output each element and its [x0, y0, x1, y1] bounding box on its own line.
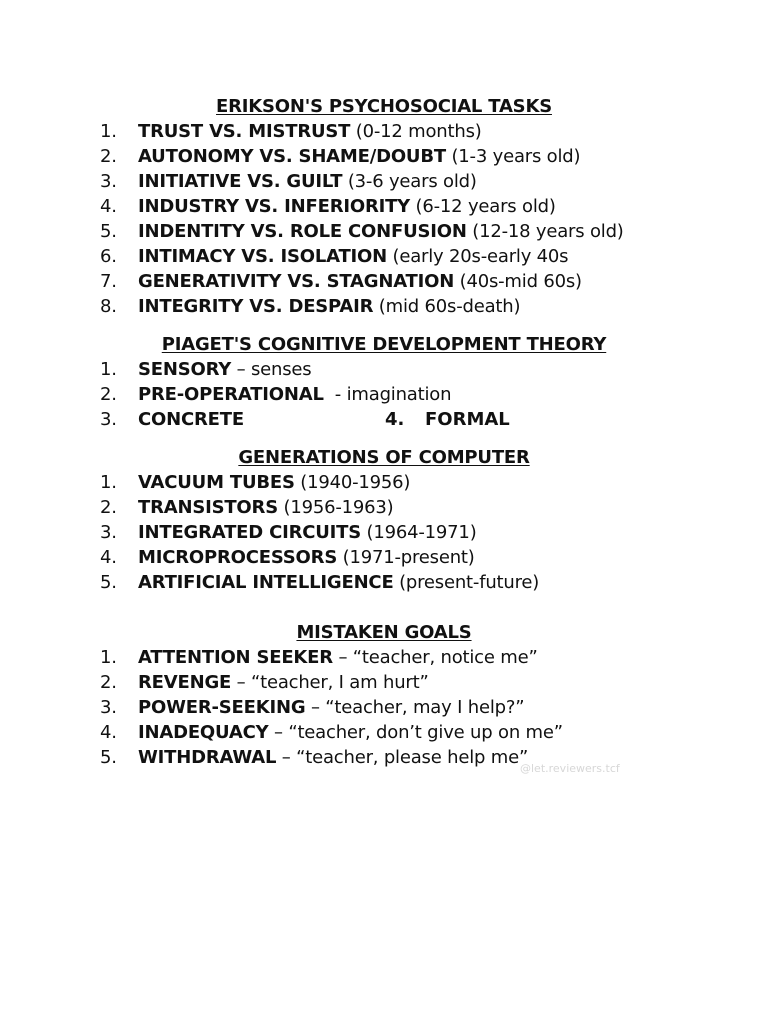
erikson-item-5	[100, 221, 624, 242]
list-desc: – “teacher, notice me”	[332, 647, 538, 668]
list-number: 6.	[100, 246, 117, 267]
list-term: GENERATIVITY VS. STAGNATION	[138, 271, 455, 292]
mistaken-item-3	[100, 697, 524, 718]
erikson-item-4	[100, 196, 556, 217]
list-number: 8.	[100, 296, 117, 317]
list-number: 7.	[100, 271, 117, 292]
mistaken-title: MISTAKEN GOALS	[296, 622, 472, 643]
erikson-item-6	[100, 246, 568, 267]
list-term: INTEGRITY VS. DESPAIR	[138, 296, 374, 317]
list-desc: – senses	[231, 359, 312, 380]
list-term: SENSORY	[138, 359, 232, 380]
list-number: 5.	[100, 572, 117, 593]
erikson-title: ERIKSON'S PSYCHOSOCIAL TASKS	[216, 96, 552, 117]
computers-item-1	[100, 472, 410, 493]
computers-item-2	[100, 497, 393, 518]
list-number: 4.	[100, 196, 117, 217]
list-number: 4.	[100, 722, 117, 743]
list-desc: (40s-mid 60s)	[454, 271, 582, 292]
list-desc: (early 20s-early 40s	[387, 246, 569, 267]
piaget-item-1	[100, 359, 311, 380]
list-number: 2.	[100, 672, 117, 693]
erikson-item-3	[100, 171, 477, 192]
list-number: 2.	[100, 497, 117, 518]
list-number: 3.	[100, 409, 117, 430]
list-number: 3.	[100, 697, 117, 718]
list-desc: (1-3 years old)	[445, 146, 581, 167]
list-desc: – “teacher, don’t give up on me”	[268, 722, 563, 743]
list-number: 5.	[100, 221, 117, 242]
watermark-text: @let.reviewers.tcf	[520, 762, 620, 775]
list-term: INITIATIVE VS. GUILT	[138, 171, 343, 192]
list-desc: (3-6 years old)	[342, 171, 477, 192]
list-desc: (0-12 months)	[350, 121, 482, 142]
list-desc: (1956-1963)	[277, 497, 394, 518]
list-number: 5.	[100, 747, 117, 768]
list-desc: – “teacher, I am hurt”	[231, 672, 429, 693]
mistaken-item-2	[100, 672, 429, 693]
list-number: 3.	[100, 522, 117, 543]
computers-title: GENERATIONS OF COMPUTER	[238, 447, 530, 468]
list-desc: (present-future)	[393, 572, 540, 593]
list-desc: (12-18 years old)	[466, 221, 624, 242]
list-desc: (1964-1971)	[361, 522, 477, 543]
mistaken-item-5	[100, 747, 528, 768]
list-term: INDUSTRY VS. INFERIORITY	[138, 196, 411, 217]
list-desc: - imagination	[323, 384, 452, 405]
list-number: 1.	[100, 472, 117, 493]
list-desc: (mid 60s-death)	[373, 296, 521, 317]
piaget-item-3	[100, 409, 244, 430]
list-desc: (1971-present)	[337, 547, 475, 568]
computers-item-3	[100, 522, 477, 543]
piaget-title: PIAGET'S COGNITIVE DEVELOPMENT THEORY	[161, 334, 607, 355]
list-term: INDENTITY VS. ROLE CONFUSION	[138, 221, 467, 242]
list-term: PRE-OPERATIONAL	[138, 384, 324, 405]
list-term: INTIMACY VS. ISOLATION	[138, 246, 387, 267]
list-term: TRANSISTORS	[138, 497, 278, 518]
list-number: 2.	[100, 384, 117, 405]
erikson-item-8	[100, 296, 520, 317]
computers-item-4	[100, 547, 475, 568]
list-number: 1.	[100, 647, 117, 668]
list-desc: – “teacher, please help me”	[276, 747, 529, 768]
list-term: ATTENTION SEEKER	[138, 647, 333, 668]
list-number: 4.	[385, 409, 405, 430]
list-number: 1.	[100, 359, 117, 380]
list-term: AUTONOMY VS. SHAME/DOUBT	[138, 146, 446, 167]
list-term: TRUST VS. MISTRUST	[138, 121, 351, 142]
erikson-item-2	[100, 146, 580, 167]
list-term: WITHDRAWAL	[138, 747, 277, 768]
erikson-item-1	[100, 121, 482, 142]
list-term: CONCRETE	[138, 409, 244, 430]
list-term: POWER-SEEKING	[138, 697, 306, 718]
list-term: INTEGRATED CIRCUITS	[138, 522, 362, 543]
mistaken-item-4	[100, 722, 563, 743]
list-number: 4.	[100, 547, 117, 568]
piaget-item-4	[385, 409, 510, 430]
list-number: 1.	[100, 121, 117, 142]
list-desc: – “teacher, may I help?”	[305, 697, 525, 718]
list-desc: (1940-1956)	[294, 472, 411, 493]
mistaken-item-1	[100, 647, 538, 668]
list-desc: (6-12 years old)	[410, 196, 556, 217]
piaget-item-2	[100, 384, 451, 405]
list-number: 2.	[100, 146, 117, 167]
list-number: 3.	[100, 171, 117, 192]
erikson-item-7	[100, 271, 582, 292]
computers-item-5	[100, 572, 539, 593]
list-term: FORMAL	[425, 409, 510, 430]
list-term: REVENGE	[138, 672, 232, 693]
list-term: INADEQUACY	[138, 722, 269, 743]
list-term: ARTIFICIAL INTELLIGENCE	[138, 572, 394, 593]
list-term: VACUUM TUBES	[138, 472, 295, 493]
list-term: MICROPROCESSORS	[138, 547, 338, 568]
